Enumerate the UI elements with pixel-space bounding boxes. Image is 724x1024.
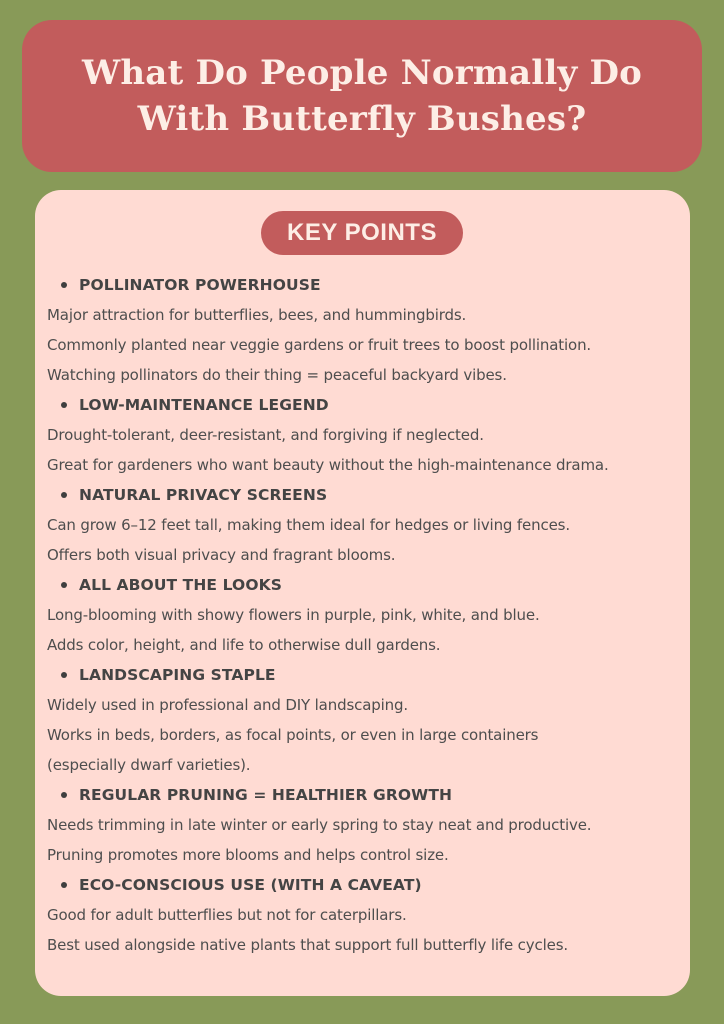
section-pollinator-powerhouse xyxy=(47,270,687,390)
section-heading-text: NATURAL PRIVACY SCREENS xyxy=(79,486,328,504)
bullet-icon xyxy=(61,882,67,888)
section-heading xyxy=(47,780,687,810)
section-line: Can grow 6–12 feet tall, making them ideal for hedges or living fences. xyxy=(47,516,570,534)
section-heading xyxy=(47,270,687,300)
section-line: Widely used in professional and DIY landscaping. xyxy=(47,696,408,714)
section-line: Watching pollinators do their thing = peaceful backyard vibes. xyxy=(47,366,507,384)
section-line: Adds color, height, and life to otherwise dull gardens. xyxy=(47,636,441,654)
section-line: Major attraction for butterflies, bees, and hummingbirds. xyxy=(47,306,467,324)
section-heading xyxy=(47,390,687,420)
section-heading-text: LOW-MAINTENANCE LEGEND xyxy=(79,396,329,414)
key-points-list xyxy=(47,270,687,960)
section-heading-text: ECO-CONSCIOUS USE (WITH A CAVEAT) xyxy=(79,876,422,894)
section-heading xyxy=(47,660,687,690)
bullet-icon xyxy=(61,282,67,288)
bullet-icon xyxy=(61,582,67,588)
section-heading-text: REGULAR PRUNING = HEALTHIER GROWTH xyxy=(79,786,453,804)
section-line: Long-blooming with showy flowers in purple, pink, white, and blue. xyxy=(47,606,540,624)
section-line: Drought-tolerant, deer-resistant, and forgiving if neglected. xyxy=(47,426,484,444)
section-heading xyxy=(47,570,687,600)
section-heading xyxy=(47,480,687,510)
section-heading-text: ALL ABOUT THE LOOKS xyxy=(79,576,282,594)
section-line: Good for adult butterflies but not for caterpillars. xyxy=(47,906,407,924)
page-title-line-2: With Butterfly Bushes? xyxy=(137,99,587,139)
bullet-icon xyxy=(61,672,67,678)
section-line: Works in beds, borders, as focal points, or even in large containers xyxy=(47,726,539,744)
section-regular-pruning xyxy=(47,780,687,870)
section-line: Offers both visual privacy and fragrant blooms. xyxy=(47,546,396,564)
section-natural-privacy-screens xyxy=(47,480,687,570)
bullet-icon xyxy=(61,792,67,798)
section-line: Pruning promotes more blooms and helps control size. xyxy=(47,846,449,864)
section-line: Great for gardeners who want beauty without the high-maintenance drama. xyxy=(47,456,609,474)
bullet-icon xyxy=(61,402,67,408)
page-title-line-1: What Do People Normally Do xyxy=(81,53,643,93)
section-heading xyxy=(47,870,687,900)
key-points-badge-label: KEY POINTS xyxy=(287,219,437,246)
section-line: Best used alongside native plants that support full butterfly life cycles. xyxy=(47,936,568,954)
section-heading-text: LANDSCAPING STAPLE xyxy=(79,666,276,684)
bullet-icon xyxy=(61,492,67,498)
section-line: Needs trimming in late winter or early spring to stay neat and productive. xyxy=(47,816,592,834)
section-landscaping-staple xyxy=(47,660,687,780)
key-points-badge xyxy=(261,211,463,255)
section-low-maintenance-legend xyxy=(47,390,687,480)
title-banner xyxy=(22,20,702,172)
key-points-card xyxy=(35,190,690,996)
section-line: (especially dwarf varieties). xyxy=(47,756,251,774)
section-all-about-the-looks xyxy=(47,570,687,660)
section-line: Commonly planted near veggie gardens or fruit trees to boost pollination. xyxy=(47,336,592,354)
page-title xyxy=(82,50,642,142)
section-eco-conscious-use xyxy=(47,870,687,960)
section-heading-text: POLLINATOR POWERHOUSE xyxy=(79,276,321,294)
